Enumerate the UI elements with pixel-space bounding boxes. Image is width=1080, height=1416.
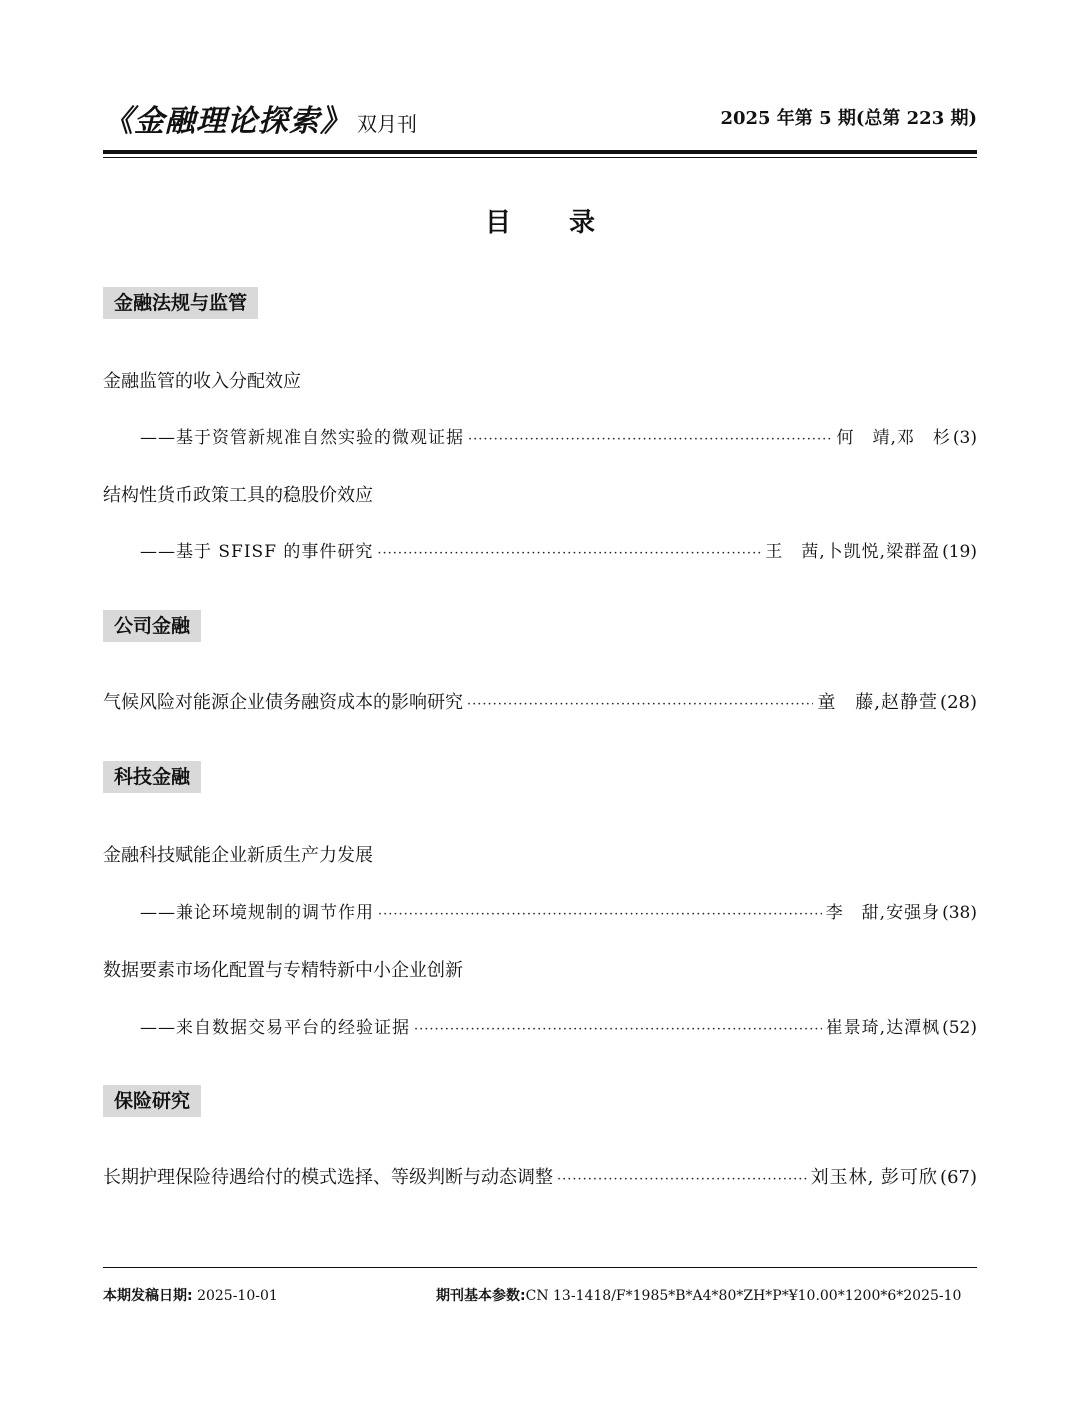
article-entry[interactable]: [103, 1013, 977, 1039]
article-page: (19): [942, 542, 977, 562]
article-entry[interactable]: [103, 1163, 977, 1189]
article-subtitle: ——来自数据交易平台的经验证据: [140, 1018, 410, 1038]
dot-leader: [414, 1022, 822, 1037]
article-subtitle: ——兼论环境规制的调节作用: [140, 903, 374, 923]
article-authors: 童 藤,赵静萱: [817, 692, 939, 713]
article-authors: 刘玉林, 彭可欣: [810, 1167, 939, 1188]
article-authors: 李 甜,安强身: [825, 903, 941, 923]
toc-page: [103, 0, 977, 1416]
footer-journal-params: 期刊基本参数:CN 13-1418/F*1985*B*A4*80*ZH*P*¥10.00*1200*6*2025-10: [436, 1288, 962, 1304]
article-page: (3): [952, 428, 977, 448]
article-page: (28): [940, 692, 977, 713]
article-page: (67): [940, 1167, 977, 1188]
article-page: (38): [942, 903, 977, 923]
article-entry[interactable]: [103, 537, 977, 563]
dot-leader: [468, 432, 833, 447]
journal-header: [103, 96, 977, 139]
issue-number: 2025 年第 5 期(总第 223 期): [720, 108, 977, 129]
article-title: 长期护理保险待遇给付的模式选择、等级判断与动态调整: [103, 1167, 553, 1188]
article-title[interactable]: 金融科技赋能企业新质生产力发展: [103, 845, 373, 866]
article-entry[interactable]: [103, 898, 977, 924]
article-title[interactable]: 结构性货币政策工具的稳股价效应: [103, 485, 373, 506]
dot-leader: [467, 697, 813, 712]
article-entry[interactable]: [103, 688, 977, 714]
section-heading-financial-regulation: 金融法规与监管: [103, 287, 258, 319]
header-rule-thick: [103, 150, 977, 154]
dot-leader: [377, 546, 761, 561]
article-subtitle: ——基于资管新规准自然实验的微观证据: [140, 428, 464, 448]
article-title[interactable]: 数据要素市场化配置与专精特新中小企业创新: [103, 960, 463, 981]
header-rule-thin: [103, 157, 977, 158]
article-authors: 崔景琦,达潭枫: [825, 1018, 941, 1038]
section-heading-corporate-finance: 公司金融: [103, 610, 201, 642]
article-page: (52): [942, 1018, 977, 1038]
footer-rule: [103, 1267, 977, 1268]
footer-publish-date: 本期发稿日期: 2025-10-01: [103, 1288, 278, 1304]
section-heading-insurance: 保险研究: [103, 1085, 201, 1117]
article-subtitle: ——基于 SFISF 的事件研究: [140, 542, 374, 562]
toc-title: 目 录: [484, 208, 596, 238]
article-title: 气候风险对能源企业债务融资成本的影响研究: [103, 692, 463, 713]
section-heading-fintech: 科技金融: [103, 761, 201, 793]
article-authors: 王 茜,卜凯悦,梁群盈: [765, 542, 941, 562]
journal-frequency: 双月刊: [357, 112, 417, 136]
article-authors: 何 靖,邓 杉: [836, 428, 951, 448]
dot-leader: [378, 907, 822, 922]
article-title[interactable]: 金融监管的收入分配效应: [103, 371, 301, 392]
dot-leader: [557, 1172, 807, 1187]
article-entry[interactable]: [103, 423, 977, 449]
journal-name: 《金融理论探索》: [103, 104, 351, 139]
